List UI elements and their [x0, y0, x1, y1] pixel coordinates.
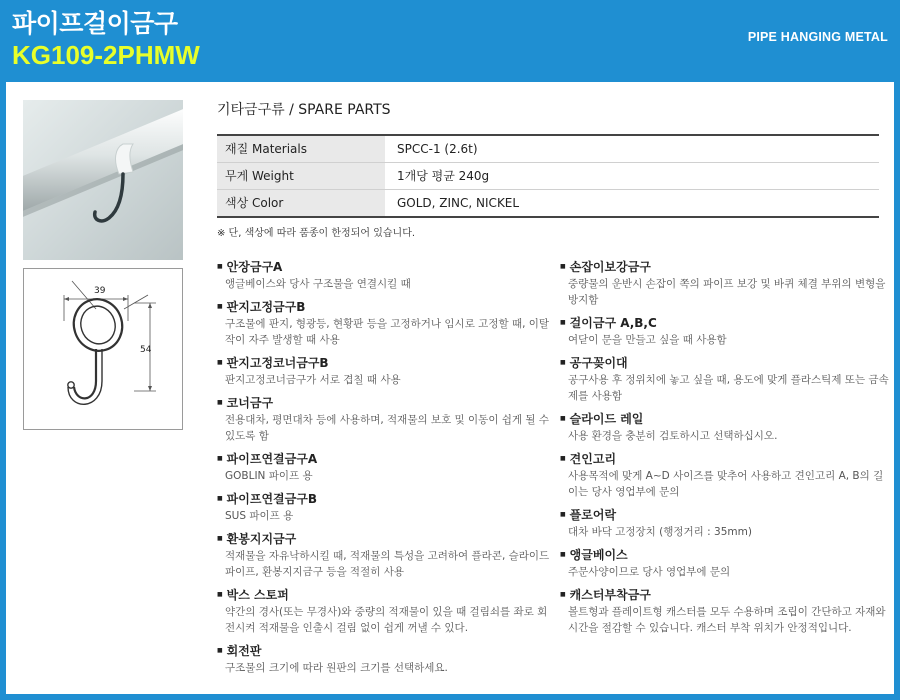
list-item [217, 354, 552, 388]
dimension-drawing [23, 268, 183, 430]
item-name: ■ 코너금구 [217, 394, 552, 412]
list-item [217, 642, 552, 676]
list-item [217, 586, 552, 636]
spec-row-color [217, 190, 879, 216]
item-name: ■ 손잡이보강금구 [560, 258, 890, 276]
list-item [217, 450, 552, 484]
list-item [560, 258, 890, 308]
item-name: ■ 공구꽂이대 [560, 354, 890, 372]
item-description: 사용목적에 맞게 A~D 사이즈를 맞추어 사용하고 견인고리 A, B의 길이는 당사 영업부에 문의 [568, 470, 884, 498]
item-name: ■ 판지고정금구B [217, 298, 552, 316]
item-description: SUS 파이프 용 [225, 510, 294, 522]
item-name: ■ 플로어락 [560, 506, 890, 524]
item-description: 공구사용 후 정위치에 놓고 싶을 때, 용도에 맞게 플라스틱제 또는 금속제를 사용함 [568, 374, 889, 402]
hook-technical-drawing [24, 269, 182, 429]
list-item [217, 490, 552, 524]
item-description: 약간의 경사(또는 무경사)와 중량의 적재물이 있을 때 걸림쇠를 좌로 회전시켜 적재물을 인출시 걸림 없이 쉽게 꺼낼 수 있다. [225, 606, 548, 634]
item-description: 여닫이 문을 만들고 싶을 때 사용함 [568, 334, 727, 346]
item-description: 볼트형과 플레이트형 캐스터를 모두 수용하며 조립이 간단하고 자재와 시간을 절감할 수 있습니다. 캐스터 부착 위치가 안정적입니다. [568, 606, 886, 634]
item-name: ■ 슬라이드 레일 [560, 410, 890, 428]
spec-label: 색상 Color [217, 190, 385, 216]
content-panel [6, 82, 894, 694]
height-dimension-label: 54 [140, 345, 152, 355]
list-item [560, 450, 890, 500]
item-name: ■ 캐스터부착금구 [560, 586, 890, 604]
spec-value: GOLD, ZINC, NICKEL [397, 196, 520, 210]
spec-value: 1개당 평균 240g [397, 169, 490, 183]
item-name: ■ 안장금구A [217, 258, 552, 276]
item-description: 판지고정코너금구가 서로 겹칠 때 사용 [225, 374, 401, 386]
product-title-english: PIPE HANGING METAL [747, 30, 888, 44]
list-item [560, 354, 890, 404]
product-title-korean: 파이프걸이금구 [12, 9, 178, 38]
item-description: 구조물에 판지, 형광등, 현황판 등을 고정하거나 임시로 고정할 때, 이탈작이 자주 발생할 때 사용 [225, 318, 550, 346]
spec-label: 무게 Weight [217, 163, 385, 189]
color-note: ※ 단, 색상에 따라 품종이 한정되어 있습니다. [217, 228, 416, 239]
item-name: ■ 파이프연결금구B [217, 490, 552, 508]
product-code: KG109-2PHMW [12, 40, 200, 70]
list-item [217, 394, 552, 444]
list-item [560, 586, 890, 636]
list-item [560, 506, 890, 540]
item-name: ■ 견인고리 [560, 450, 890, 468]
item-name: ■ 박스 스토퍼 [217, 586, 552, 604]
item-description: 주문사양이므로 당사 영업부에 문의 [568, 566, 731, 578]
item-description: 적재물을 자유낙하시킬 때, 적재물의 특성을 고려하여 플라콘, 슬라이드 파이프, 환봉지지금구 등을 적절히 사용 [225, 550, 550, 578]
item-description: 구조물의 크기에 따라 원판의 크기를 선택하세요. [225, 662, 448, 674]
item-name: ■ 앵글베이스 [560, 546, 890, 564]
item-description: 전용대차, 평면대차 등에 사용하며, 적재물의 보호 및 이동이 쉽게 될 수 있도록 함 [225, 414, 550, 442]
spec-row-materials [217, 136, 879, 163]
item-description: GOBLIN 파이프 용 [225, 470, 313, 482]
item-name: ■ 파이프연결금구A [217, 450, 552, 468]
product-photo [23, 100, 183, 260]
list-item [560, 314, 890, 348]
list-item [217, 530, 552, 580]
parts-list-right [560, 258, 890, 642]
list-item [217, 298, 552, 348]
width-dimension-label: 39 [94, 286, 106, 296]
item-name: ■ 판지고정코너금구B [217, 354, 552, 372]
item-description: 대차 바닥 고정장치 (행정거리 : 35mm) [568, 526, 752, 538]
section-title: 기타금구류 / SPARE PARTS [217, 102, 391, 118]
list-item [560, 546, 890, 580]
parts-list-left [217, 258, 552, 682]
spec-row-weight [217, 163, 879, 190]
item-description: 앵글베이스와 당사 구조물을 연결시킬 때 [225, 278, 411, 290]
pipe-hook-photo-illustration [23, 100, 183, 260]
item-name: ■ 걸이금구 A,B,C [560, 314, 890, 332]
header-banner [0, 0, 900, 80]
spec-value: SPCC-1 (2.6t) [397, 142, 478, 156]
item-name: ■ 회전판 [217, 642, 552, 660]
list-item [217, 258, 552, 292]
spec-label: 재질 Materials [217, 136, 385, 162]
spec-table [217, 134, 879, 218]
item-name: ■ 환봉지지금구 [217, 530, 552, 548]
list-item [560, 410, 890, 444]
item-description: 중량물의 운반시 손잡이 쪽의 파이프 보강 및 바퀴 체결 부위의 변형을 방지함 [568, 278, 886, 306]
item-description: 사용 환경을 충분히 검토하시고 선택하십시오. [568, 430, 778, 442]
